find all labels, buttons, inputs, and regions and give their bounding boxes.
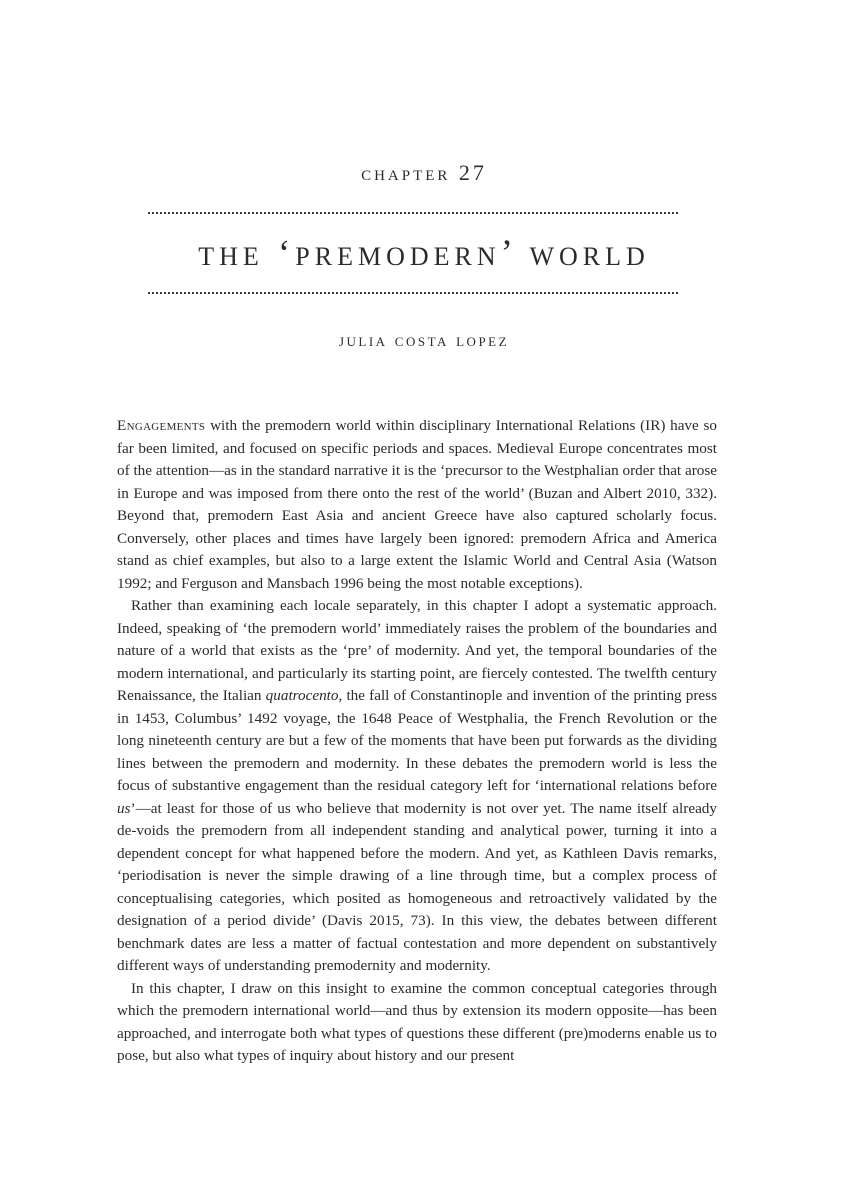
chapter-number: chapter 27 xyxy=(361,160,487,185)
paragraph-2 xyxy=(117,595,717,978)
author-name: julia costa lopez xyxy=(338,330,510,351)
chapter-title: the ‘premodern’ world xyxy=(198,233,650,274)
paragraph-2-text-a: Rather than examining each locale separately, in this chapter I adopt a systematic approach. Indeed, speaking of ‘the premodern world’ immediately raises the problem of the boundaries and nature of a world that exists as the ‘pre’ of modernity. And yet, the temporal boundaries of the modern international, and particularly its starting point, are fiercely contested. The twelfth century Renaissance, the Italian xyxy=(117,597,717,704)
paragraph-lead-word: Engagements xyxy=(117,417,206,434)
paragraph-1 xyxy=(117,415,717,595)
body-text xyxy=(117,415,717,1068)
italic-quatrocento: quatrocento xyxy=(265,687,339,704)
dotted-rule-bottom xyxy=(148,292,678,294)
paragraph-3: In this chapter, I draw on this insight to examine the common conceptual categories through which the premodern international world—and thus by extension its modern opposite—has been approached, and interrogate both what types of questions these different (pre)moderns enable us to pose, but also what types of inquiry about history and our present xyxy=(117,979,717,1064)
italic-us: us xyxy=(117,799,131,817)
paragraph-1-text: with the premodern world within disciplinary International Relations (IR) have so far been limited, and focused on specific periods and spaces. Medieval Europe concentrates most of the attention—as in the standard narrative it is the ‘precursor to the Westphalian order that arose in Europe and was imposed from there onto the rest of the world’ (Buzan and Albert 2010, 332). Beyond that, premodern East Asia and ancient Greece have also captured scholarly focus. Conversely, other places and times have largely been ignored: premodern Africa and America stand as chief examples, but also to a large extent the Islamic World and Central Asia (Watson 1992; and Ferguson and Mansbach 1996 being the most notable exceptions). xyxy=(117,417,717,592)
paragraph-2-text-c: ’—at least for those of us who believe that modernity is not over yet. The name itself already de-voids the premodern from all independent standing and analytical power, turning it into a dependent concept for what happened before the modern. And yet, as Kathleen Davis remarks, ‘periodisation is never the simple drawing of a line through time, but a complex process of conceptualising categories, which posited as homogeneous and retroactively validated by the designation of a period divide’ (Davis 2015, 73). In this view, the debates between different benchmark dates are less a matter of factual contestation and more dependent on substantively different ways of understanding premodernity and modernity. xyxy=(117,799,717,974)
dotted-rule-top xyxy=(148,212,678,214)
paragraph-2-text-b: , the fall of Constantinople and invention of the printing press in 1453, Columbus’ 1492 voyage, the 1648 Peace of Westphalia, the French Revolution or the long nineteenth century are but a few of the moments that have been put forwards as the dividing lines between the premodern and modernity. In these debates the premodern world is less the focus of substantive engagement than the residual category left for ‘international relations before xyxy=(117,687,717,794)
